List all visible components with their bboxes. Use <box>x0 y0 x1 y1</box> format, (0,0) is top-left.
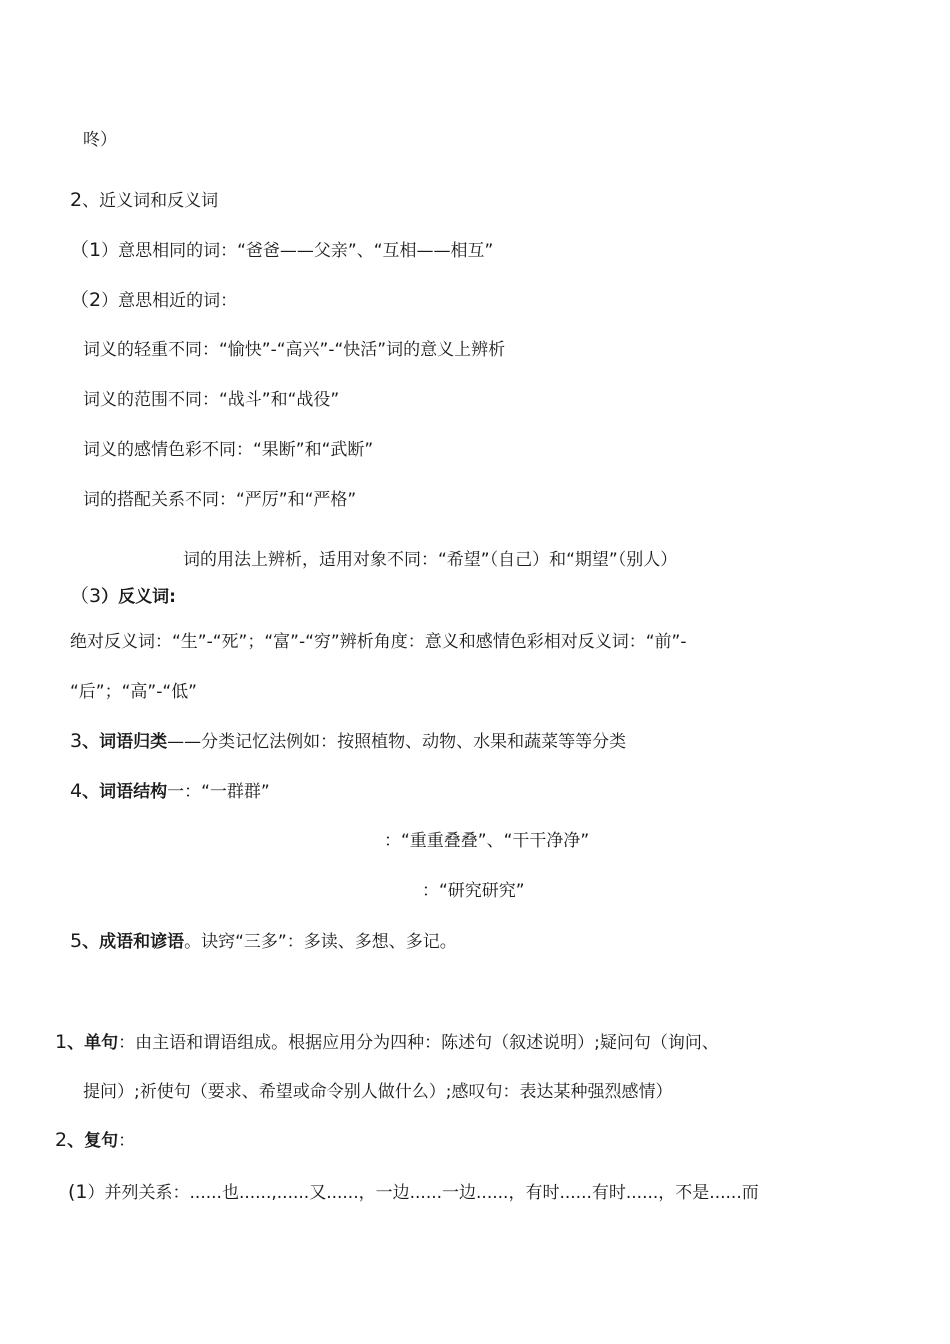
section-number: 1 <box>55 1031 68 1053</box>
section-number: 2 <box>70 189 83 211</box>
section-number: 3 <box>70 730 83 752</box>
section-title: 、词语结构 <box>82 782 168 802</box>
section-heading <box>70 779 270 804</box>
text-line <box>83 388 339 412</box>
subsection-line <box>68 1180 759 1205</box>
line-text: ： <box>118 1131 136 1151</box>
section-title: 、成语和谚语 <box>82 932 185 952</box>
section-heading <box>55 1030 719 1055</box>
section-title: 、单句 <box>67 1033 119 1053</box>
section-number: 5 <box>70 930 83 952</box>
text-line <box>422 879 525 903</box>
text-line <box>83 438 373 462</box>
line-text: ：“重重叠叠”、“干干净净” <box>384 831 590 851</box>
section-heading <box>70 729 626 754</box>
section-heading <box>70 929 457 954</box>
line-text: 词义的范围不同：“战斗”和“战役” <box>83 390 340 410</box>
line-text: ：由主语和谓语组成。根据应用分为四种：陈述句（叙述说明）;疑问句（询问、 <box>118 1033 719 1053</box>
text-line <box>83 488 356 512</box>
section-title: 、词语归类 <box>82 732 168 752</box>
line-text: 提问）;祈使句（要求、希望或命令别人做什么）;感叹句：表达某种强烈感情） <box>83 1082 673 1102</box>
section-title: 、复句 <box>67 1131 119 1151</box>
text-line <box>83 1080 672 1104</box>
line-text: “后”；“高”-“低” <box>70 682 197 702</box>
line-text: 词义的轻重不同：“愉快”-“高兴”-“快活”词的意义上辨析 <box>83 340 506 360</box>
line-text: ）并列关系：......也......,......又......，一边......一边......，有时......有时......，不是......而 <box>87 1183 759 1203</box>
line-text: ：“研究研究” <box>422 881 525 901</box>
line-text: ）意思相同的词：“爸爸——父亲”、“互相——相互” <box>101 241 494 261</box>
subsection-number: (1 <box>68 1181 88 1203</box>
section-number: 2 <box>55 1129 68 1151</box>
text-line <box>183 548 677 572</box>
line-text: 绝对反义词：“生”-“死”；“富”-“穷”辨析角度：意义和感情色彩相对反义词：“前”- <box>70 632 687 652</box>
line-text: 词的搭配关系不同：“严厉”和“严格” <box>83 490 357 510</box>
line-text: ）反义词: <box>101 587 176 607</box>
line-text: 。诀窍“三多”：多读、多想、多记。 <box>184 932 457 952</box>
subsection-line <box>70 238 493 263</box>
section-number: 4 <box>70 780 83 802</box>
line-text: 词义的感情色彩不同：“果断”和“武断” <box>83 440 374 460</box>
line-text: 咚） <box>83 130 117 150</box>
text-line <box>384 829 589 853</box>
text-line <box>83 128 117 152</box>
subsection-line <box>70 288 237 313</box>
section-title: 、近义词和反义词 <box>82 191 219 211</box>
text-line <box>70 680 197 704</box>
line-text: 一：“一群群” <box>167 782 270 802</box>
line-text: ）意思相近的词： <box>101 291 238 311</box>
text-line <box>83 338 505 362</box>
section-heading <box>70 188 218 213</box>
subsection-number: （1 <box>70 239 102 261</box>
text-line <box>70 630 686 654</box>
subsection-line <box>70 584 176 609</box>
line-text: 词的用法上辨析，适用对象不同：“希望”（自己）和“期望”（别人） <box>183 550 678 570</box>
subsection-number: （3 <box>70 585 102 607</box>
line-text: ——分类记忆法例如：按照植物、动物、水果和蔬菜等等分类 <box>167 732 627 752</box>
subsection-number: （2 <box>70 289 102 311</box>
section-heading <box>55 1128 135 1153</box>
